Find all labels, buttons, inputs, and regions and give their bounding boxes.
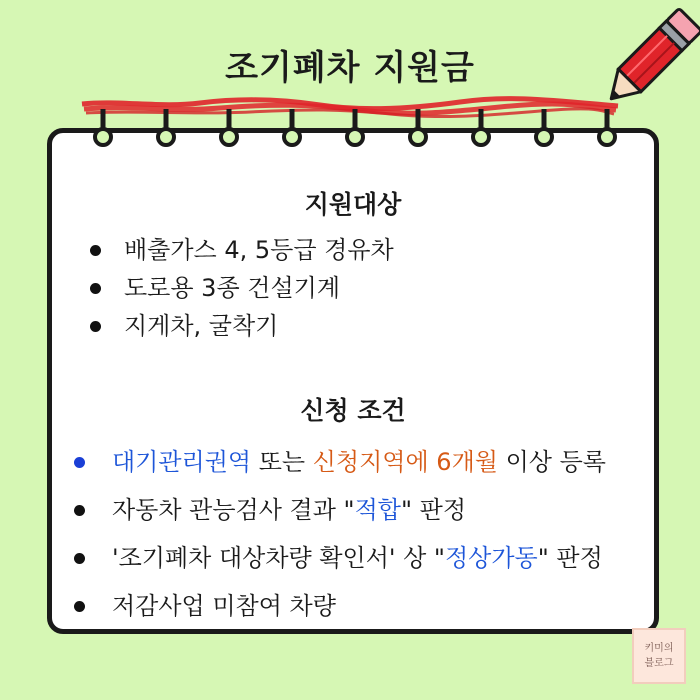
- spiral-ring-icon: [596, 109, 618, 149]
- bullet-icon: [74, 553, 85, 564]
- list-item: '조기폐차 대상차량 확인서' 상 "정상가동" 판정: [74, 539, 606, 577]
- bullet-icon: [74, 601, 85, 612]
- bullet-icon: [90, 321, 101, 332]
- list-item: 도로용 3종 건설기계: [90, 269, 394, 307]
- list-item: 배출가스 4, 5등급 경유차: [90, 231, 394, 269]
- spiral-ring-icon: [218, 109, 240, 149]
- list-item: 대기관리권역 또는 신청지역에 6개월 이상 등록: [74, 443, 606, 481]
- target-section-heading: 지원대상: [304, 190, 402, 219]
- notebook-card: [47, 128, 659, 634]
- spiral-ring-icon: [155, 109, 177, 149]
- target-list: [90, 231, 394, 345]
- list-item: 저감사업 미참여 차량: [74, 587, 606, 625]
- spiral-ring-icon: [281, 109, 303, 149]
- condition-section-heading: 신청 조건: [300, 396, 406, 425]
- page-title: 조기폐차 지원금: [225, 48, 475, 88]
- pencil-icon: [596, 8, 700, 116]
- bullet-icon: [90, 283, 101, 294]
- blog-badge: 키미의 블로그: [632, 628, 686, 684]
- spiral-ring-icon: [92, 109, 114, 149]
- list-item: 자동차 관능검사 결과 "적합" 판정: [74, 491, 606, 529]
- bullet-icon: [74, 457, 85, 468]
- spiral-ring-icon: [470, 109, 492, 149]
- list-item: 지게차, 굴착기: [90, 307, 394, 345]
- spiral-ring-icon: [533, 109, 555, 149]
- bullet-icon: [74, 505, 85, 516]
- spiral-ring-icon: [407, 109, 429, 149]
- spiral-ring-icon: [344, 109, 366, 149]
- condition-list: [74, 443, 606, 625]
- bullet-icon: [90, 245, 101, 256]
